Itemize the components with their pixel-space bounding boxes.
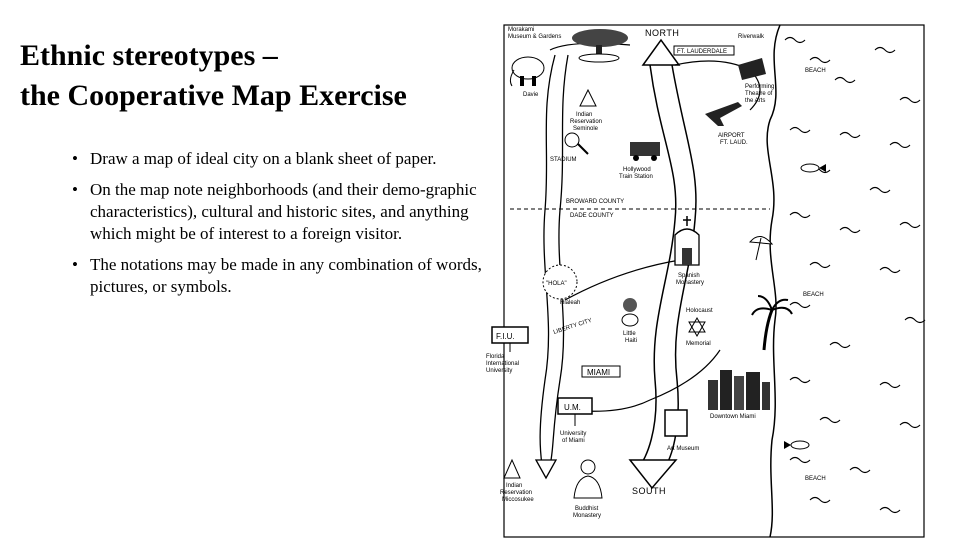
bullet-item [72,148,482,170]
bullet-item [72,179,482,245]
elephant-icon [510,57,544,86]
stadium-label: STADIUM [550,157,577,163]
davie-label: Davie [523,92,539,98]
downtown-label: Downtown Miami [710,414,756,420]
performing-arts-label: Performing Theatre of the Arts [745,84,775,104]
skyline-icon [708,370,770,410]
broward-county-label: BROWARD COUNTY [566,199,625,205]
bonsai-tree-icon [572,29,628,62]
beach-umbrella-icon [750,236,772,260]
bullet-text: On the map note neighborhoods (and their demo-graphic characteristics), cultural and historic sites, and anything which might be of interest to a foreign visitor. [90,180,477,243]
fish-icon-2 [784,441,809,449]
beach-label-3: BEACH [805,476,826,482]
baseball-icon [565,133,588,154]
miami-sign-label: MIAMI [587,368,611,377]
ocean-waves [785,38,925,513]
bullet-list [72,148,482,307]
star-of-david-icon [689,318,705,336]
hialeah-label: Hialeah [560,300,581,306]
teepee-icon [580,90,596,106]
dade-county-label: DADE COUNTY [570,213,614,219]
teepee-icon-2 [504,460,520,478]
fiu-sign-label: F.I.U. [496,332,515,341]
um-label: University of Miami [560,431,587,444]
bullet-marker: • [72,180,78,199]
coastline [767,25,780,537]
riverwalk-label: Riverwalk [738,34,765,40]
memorial-label: Memorial [686,341,711,347]
airplane-icon [705,102,742,126]
buddhist-label: Buddhist Monastery [573,506,602,519]
north-label: NORTH [645,28,680,38]
bullet-item [72,254,482,298]
bullet-marker: • [72,255,78,274]
title-line-1: Ethnic stereotypes – [20,39,278,72]
hola-label: "HOLA" [546,281,567,287]
buddha-icon [574,460,602,498]
beach-label-2: BEACH [803,292,824,298]
miccosukee-label: Indian Reservation Miccosukee [500,483,534,503]
spanish-monastery-label: Spanish Monastery [676,273,705,286]
art-museum-label: Art Museum [667,446,700,452]
beach-label-1: BEACH [805,68,826,74]
liberty-city-label: LIBERTY CITY [552,317,593,336]
art-frame-icon [665,410,687,436]
bullet-text: The notations may be made in any combination of words, pictures, or symbols. [90,255,482,296]
little-haiti-figure-icon [622,298,638,326]
seminole-label: Indian Reservation Seminole [570,112,603,132]
title-line-2: the Cooperative Map Exercise [20,79,407,112]
fish-icon [801,164,826,172]
performing-arts-icon [738,58,766,80]
fiu-label: Florida International University [486,354,520,374]
slide-title [20,36,490,116]
morikami-label: Morakami Museum & Gardens [508,27,562,40]
city-map-drawing [480,20,960,540]
ft-lauderdale-label: FT. LAUDERDALE [677,49,728,55]
little-haiti-label: Little Haiti [623,331,638,344]
airport-label: AIRPORT FT. LAUD. [718,133,748,146]
um-sign-label: U.M. [564,403,581,412]
south-arrow-icon [630,460,676,488]
train-station-label: Hollywood Train Station [619,167,653,180]
holocaust-label: Holocaust [686,308,713,314]
south-label: SOUTH [632,486,666,496]
bullet-text: Draw a map of ideal city on a blank sheet of paper. [90,149,437,168]
bullet-marker: • [72,149,78,168]
train-icon [630,142,660,161]
palm-tree-icon [752,296,792,350]
south-west-arrow-icon [536,460,556,478]
